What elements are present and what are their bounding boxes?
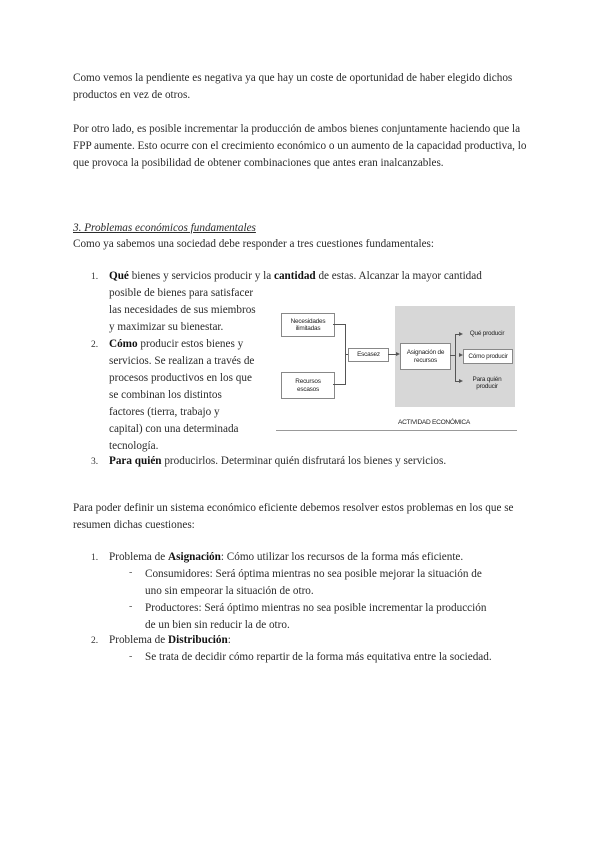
- question-line: posible de bienes para satisfacer: [109, 287, 254, 299]
- question-line: factores (tierra, trabajo y: [109, 406, 220, 418]
- resources-box: Recursos escasos: [281, 372, 335, 399]
- paragraph-fpp-growth: Por otro lado, es posible incrementar la producción de ambos bienes conjuntamente haciendo que la FPP aumente. Esto ocurre con el crecimiento económico o un aumento de la capacidad productiva, lo que provoca la posibilidad de obtener combinaciones que antes eran inalcanzables.: [73, 123, 527, 169]
- term-distribution: Distribución: [168, 634, 228, 646]
- term-allocation: Asignación: [168, 551, 221, 563]
- diagram-caption: ACTIVIDAD ECONÓMICA: [398, 419, 470, 426]
- bullet-dash: -: [129, 651, 133, 662]
- allocation-box: Asignación de recursos: [400, 343, 451, 370]
- question-line: procesos productivos en los que: [109, 372, 252, 384]
- term-how: Cómo: [109, 338, 138, 350]
- list-number: 2.: [91, 340, 99, 350]
- question-line: y maximizar su bienestar.: [109, 321, 224, 333]
- diagram-baseline: [276, 430, 517, 431]
- bullet-dash: -: [129, 601, 133, 612]
- needs-box: Necesidades ilimitadas: [281, 313, 335, 337]
- bullet-dash: -: [129, 567, 133, 578]
- list-number: 2.: [91, 636, 99, 646]
- question-text: producirlos. Determinar quién disfrutará los bienes y servicios.: [161, 455, 447, 467]
- sub-item-producers: Productores: Será óptimo mientras no sea posible incrementar la producción: [145, 602, 487, 614]
- question-line: las necesidades de sus miembros: [109, 304, 256, 316]
- question-line: tecnología.: [109, 440, 159, 452]
- term-what: Qué: [109, 270, 129, 282]
- sub-item-distribution: Se trata de decidir cómo repartir de la forma más equitativa entre la sociedad.: [145, 651, 492, 663]
- connector-line: [333, 324, 345, 325]
- question-text: bienes y servicios producir y la: [128, 270, 274, 282]
- paragraph-efficient-system: Para poder definir un sistema económico eficiente debemos resolver estos problemas en los que se resumen dichas cuestiones:: [73, 502, 514, 531]
- connector-line: [333, 384, 345, 385]
- how-produce-box: Cómo producir: [463, 349, 513, 364]
- scarcity-box: Escasez: [348, 348, 389, 362]
- question-for-whom: [109, 453, 529, 470]
- question-line: capital) con una determinada: [109, 423, 239, 435]
- problem-distribution: Problema de Distribución:: [109, 634, 231, 646]
- section-heading: 3. Problemas económicos fundamentales: [73, 222, 256, 234]
- question-how: [109, 336, 243, 353]
- sub-item-line: de un bien sin reducir la de otro.: [145, 619, 290, 631]
- term-for-whom: Para quién: [109, 455, 162, 467]
- for-whom-label: Para quién producir: [472, 375, 502, 390]
- section-lead: Como ya sabemos una sociedad debe responder a tres cuestiones fundamentales:: [73, 238, 434, 250]
- list-number: 3.: [91, 457, 99, 467]
- term-quantity: cantidad: [273, 270, 316, 282]
- paragraph-slope: Como vemos la pendiente es negativa ya que hay un coste de oportunidad de haber elegido dichos productos en vez de otros.: [73, 72, 513, 101]
- sub-item-line: uno sin empeorar la situación de otro.: [145, 585, 314, 597]
- sub-item-consumers: Consumidores: Será óptima mientras no sea posible mejorar la situación de: [145, 568, 482, 580]
- connector-line: [455, 334, 456, 382]
- list-number: 1.: [91, 553, 99, 563]
- question-line: se combinan los distintos: [109, 389, 222, 401]
- question-line: servicios. Se realizan a través de: [109, 355, 255, 367]
- problem-allocation: Problema de Asignación: Cómo utilizar los recursos de la forma más eficiente.: [109, 551, 464, 563]
- list-number: 1.: [91, 272, 99, 282]
- question-text: producir estos bienes y: [137, 338, 244, 350]
- what-produce-label: Qué producir: [469, 329, 505, 337]
- question-what: [109, 268, 529, 285]
- question-text: de estas. Alcanzar la mayor cantidad: [315, 270, 482, 282]
